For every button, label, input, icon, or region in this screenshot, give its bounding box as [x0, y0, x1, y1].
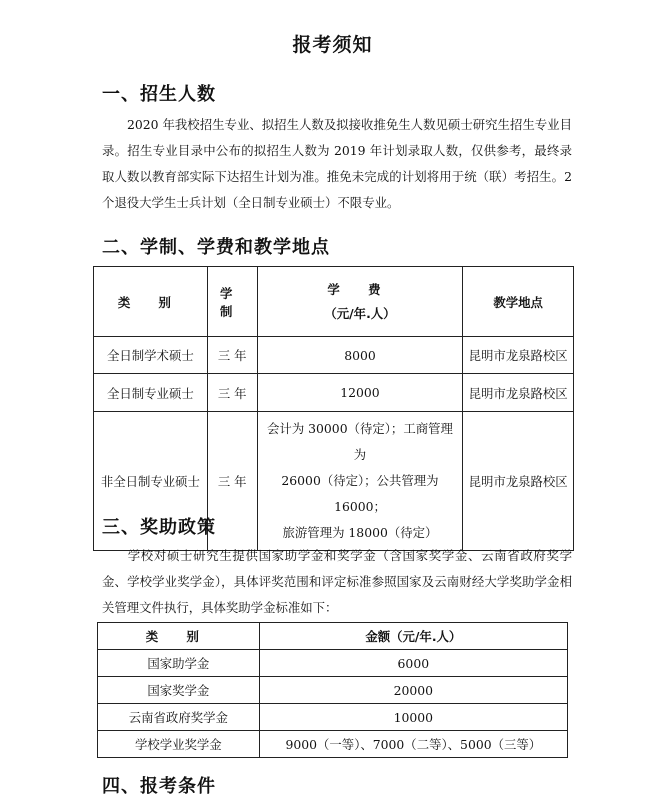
fee-line: 旅游管理为 18000（待定） [282, 525, 438, 540]
section-heading-enrollment: 一、招生人数 [102, 84, 216, 105]
enrollment-paragraph [102, 112, 572, 216]
table-row [98, 650, 568, 677]
row-category: 全日制学术硕士 [94, 337, 208, 374]
header-category: 类 别 [98, 623, 260, 650]
header-fee-line2: （元/年.人） [324, 305, 396, 321]
document-title: 报考须知 [292, 34, 373, 56]
row-location: 昆明市龙泉路校区 [463, 412, 574, 551]
row-amount: 20000 [259, 677, 567, 704]
enrollment-paragraph-text: 2020 年我校招生专业、拟招生人数及拟接收推免生人数见硕士研究生招生专业目录。招生专业目录中公布的拟招生人数为 2019 年计划录取人数，仅供参考，最终录取人数以教育部实际下达招生计划为准。推免未完成的计划将用于统（联）考招生。2 个退役大学生士兵计划（全日制专业硕士）不限专业。 [102, 117, 572, 210]
table-row [98, 677, 568, 704]
row-category: 学校学业奖学金 [98, 731, 260, 758]
row-fee-multiline [257, 412, 463, 551]
row-category: 国家助学金 [98, 650, 260, 677]
header-amount: 金额（元/年.人） [259, 623, 567, 650]
row-amount: 9000（一等）、7000（二等）、5000（三等） [259, 731, 567, 758]
table-row [98, 731, 568, 758]
header-fee [257, 267, 463, 337]
scholarship-table-header-row [98, 623, 568, 650]
header-duration: 学 制 [207, 267, 257, 337]
header-location: 教学地点 [463, 267, 574, 337]
row-location: 昆明市龙泉路校区 [463, 337, 574, 374]
scholarship-table [97, 622, 568, 758]
row-duration: 三 年 [207, 374, 257, 412]
row-category: 非全日制专业硕士 [94, 412, 208, 551]
row-fee: 8000 [257, 337, 463, 374]
row-duration: 三 年 [207, 412, 257, 551]
fees-table [93, 266, 574, 551]
row-amount: 6000 [259, 650, 567, 677]
scholarship-paragraph-text: 学校对硕士研究生提供国家助学金和奖学金（含国家奖学金、云南省政府奖学金、学校学业奖学金），具体评奖范围和评定标准参照国家及云南财经大学奖助学金相关管理文件执行，具体奖助学金标准如下： [102, 548, 572, 615]
fee-line: 26000（待定）；公共管理为 16000； [281, 473, 439, 514]
section-heading-scholarship: 三、奖助政策 [102, 517, 216, 538]
fee-line: 会计为 30000（待定）；工商管理为 [267, 421, 453, 462]
header-fee-line1: 学 费 [327, 281, 393, 297]
table-row [94, 374, 574, 412]
table-row [94, 337, 574, 374]
section-heading-requirements: 四、报考条件 [102, 776, 216, 797]
header-category: 类 别 [94, 267, 208, 337]
section-heading-fees: 二、学制、学费和教学地点 [102, 237, 330, 258]
row-fee: 12000 [257, 374, 463, 412]
table-row [98, 704, 568, 731]
row-category: 全日制专业硕士 [94, 374, 208, 412]
row-location: 昆明市龙泉路校区 [463, 374, 574, 412]
fees-table-header-row [94, 267, 574, 337]
row-duration: 三 年 [207, 337, 257, 374]
scholarship-paragraph [102, 543, 572, 621]
row-category: 云南省政府奖学金 [98, 704, 260, 731]
row-category: 国家奖学金 [98, 677, 260, 704]
row-amount: 10000 [259, 704, 567, 731]
